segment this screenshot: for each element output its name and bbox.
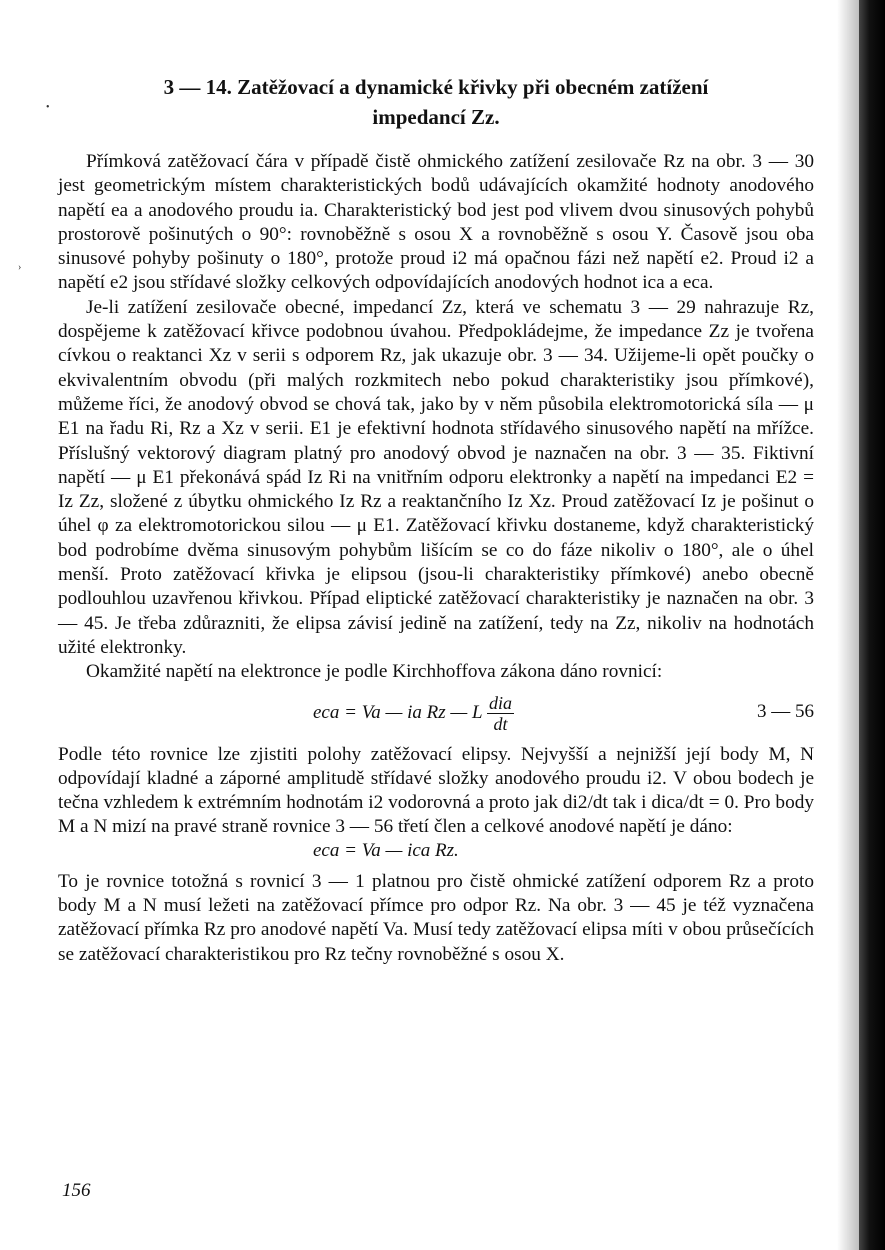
equation-fraction [487, 693, 514, 734]
paragraph-4: Podle této rovnice lze zjistiti polohy zatěžovací elipsy. Nejvyšší a nejnižší její body M, N odpovídají kladné a záporné amplitudě střídavé složky anodového proudu i2. V obou bodech je tečna vzhledem k extrémním hodnotám i2 vodorovná a proto jak di2/dt tak i dica/dt = 0. Pro body M a N mizí na pravé straně rovnice 3 — 56 třetí člen a celkové anodové napětí je dáno: [58, 743, 814, 838]
paragraph-1: Přímková zatěžovací čára v případě čistě ohmického zatížení zesilovače Rz na obr. 3 — 30 jest geometrickým místem charakteristických bodů udávajících okamžité hodnoty anodového napětí ea a anodového proudu ia. Charakteristický bod jest pod vlivem dvou sinusových pohybů prostorově pošinutých o 90°: rovnoběžně s osou X a rovnoběžně s osou Y. Časově jsou oba sinusové pohyby pošinuty o 180°, protože proud i2 má opačnou fázi než napětí e2. Proud i2 a napětí e2 jsou střídavé složky celkových odpovídajících anodových hodnot ica a eca. [58, 151, 814, 294]
book-binding-shadow [859, 0, 885, 1250]
equation-lhs: eca = Va — ia Rz — L [313, 701, 483, 723]
equation-3-56 [58, 685, 814, 743]
heading-line-2: impedancí Zz. [372, 105, 500, 129]
equation-number: 3 — 56 [757, 700, 814, 722]
paragraph-3: Okamžité napětí na elektronce je podle Kirchhoffova zákona dáno rovnicí: [86, 661, 663, 683]
equation-body [313, 693, 514, 734]
speck: • [46, 102, 50, 113]
equation-body-2: eca = Va — ica Rz. [313, 839, 459, 861]
equation-anode-voltage [58, 840, 814, 870]
heading-line-1: 3 — 14. Zatěžovací a dynamické křivky při obecném zatížení [163, 75, 709, 99]
page-number: 156 [62, 1180, 91, 1201]
section-heading [58, 72, 814, 132]
fraction-denominator: dt [493, 713, 508, 734]
paragraph-2: Je-li zatížení zesilovače obecné, impedancí Zz, která ve schematu 3 — 29 nahrazuje Rz, dospějeme k zatěžovací křivce podobnou úvahou. Předpokládejme, že impedance Zz je tvořena cívkou o reaktanci Xz v serii s odporem Rz, jak ukazuje obr. 3 — 34. Užijeme-li opět poučky o ekvivalentním obvodu (při malých rozkmitech nebo pokud charakteristiky jsou přímkové), můžeme říci, že anodový obvod se chová tak, jako by v něm působila elektromotorická síla — μ E1 na řadu Ri, Rz a Xz v serii. E1 je efektivní hodnota střídavého sinusového napětí na mřížce. Příslušný vektorový diagram platný pro anodový obvod je naznačen na obr. 3 — 35. Fiktivní napětí — μ E1 překonává spád Iz Ri na vnitřním odporu elektronky a napětí na impedanci E2 = Iz Zz, složené z úbytku ohmického Iz Rz a reaktančního Iz Xz. Proud zatěžovací Iz je pošinut o úhel φ za elektromotorickou silou — μ E1. Zatěžovací křivku dostaneme, když charakteristický bod podrobíme dvěma sinusovým pohybům lišícím se co do fáze nikoliv o 180°, ale o úhel menší. Proto zatěžovací křivka je elipsou (jsou-li charakteristiky přímkové) anebo obecně podlouhlou uzavřenou křivkou. Případ eliptické zatěžovací charakteristiky je naznačen na obr. 3 — 45. Je třeba zdůrazniti, že elipsa závisí jedině na zatížení, tedy na Zz, nikoliv na hodnotách užité elektronky. [58, 296, 814, 658]
speck: › [18, 262, 22, 273]
book-page [58, 72, 814, 967]
paragraph-5: To je rovnice totožná s rovnicí 3 — 1 platnou pro čistě ohmické zatížení odporem Rz a proto body M a N musí ležeti na zatěžovací přímce pro odpor Rz. Na obr. 3 — 45 je též vyznačena zatěžovací přímka Rz pro anodové napětí Va. Musí tedy zatěžovací elipsa míti v obou průsečících se zatěžovací charakteristikou pro Rz tečny rovnoběžné s osou X. [58, 870, 814, 965]
fraction-numerator: dia [488, 692, 512, 713]
